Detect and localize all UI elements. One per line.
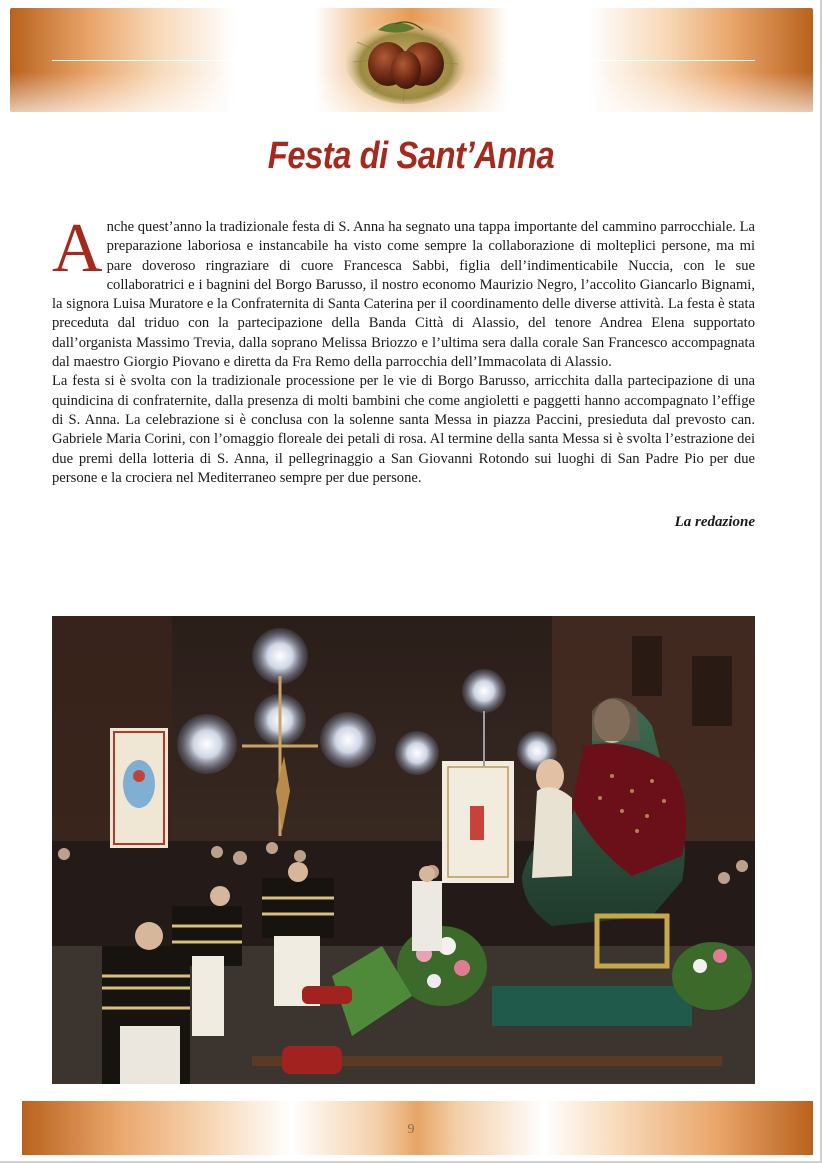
- header-rule-left: [52, 60, 304, 61]
- article-paragraph-2: La festa si è svolta con la tradizionale processione per le vie di Borgo Barusso, arricchita dalla partecipazione di una quindicina di confraternite, dalla presenza di molti bambini che come angioletti e paggetti hanno accompagnato l’effige di S. Anna. La celebrazione si è conclusa con la solenne santa Messa in piazza Paccini, presieduta dal prevosto can. Gabriele Maria Corini, con l’omaggio floreale dei petali di rosa. Al termine della santa Messa si è svolta l’estrazione dei due premi della lotteria di S. Anna, il pellegrinaggio a San Giovanni Rotondo sui luoghi di San Padre Pio per due persone e la crociera nel Mediterraneo sempre per due persone.: [52, 373, 755, 486]
- drop-cap: A: [52, 210, 103, 287]
- page-title: Festa di Sant’Anna: [267, 135, 555, 177]
- author-signature: La redazione: [674, 514, 755, 530]
- page-number: 9: [407, 1122, 415, 1137]
- procession-photo: [52, 616, 755, 1084]
- paragraph-1-text: nche quest’anno la tradizionale festa di S. Anna ha segnato una tappa importante del cammino parrocchiale. La preparazione laboriosa e instancabile ha visto come sempre la collaborazione di molteplici persone, ma mi pare doveroso ringraziare di cuore Francesca Sabbi, figlia dell’indimenticabile Nuccia, con le sue collaboratrici e i bagnini del Borgo Barusso, il nostro economo Maurizio Negro, l’accolito Giancarlo Bignami, la signora Luisa Muratore e la Confraternita di Santa Caterina per il coordinamento delle diverse attività. La festa è stata preceduta dal triduo con la partecipazione della Banda Città di Alassio, del tenore Andrea Elena supportato dall’organista Massimo Trevia, dalla soprano Melissa Briozzo e l’ultima sera dalla corale San Francesco accompagnata dal maestro Giorgio Piovano e diretta da Fra Remo della parrocchia dell’Immacolata di Alassio.: [52, 219, 755, 371]
- chestnut-image: [343, 12, 469, 104]
- article-body: [52, 210, 755, 488]
- article-paragraph-1: [52, 210, 755, 372]
- header-rule-right: [500, 60, 755, 61]
